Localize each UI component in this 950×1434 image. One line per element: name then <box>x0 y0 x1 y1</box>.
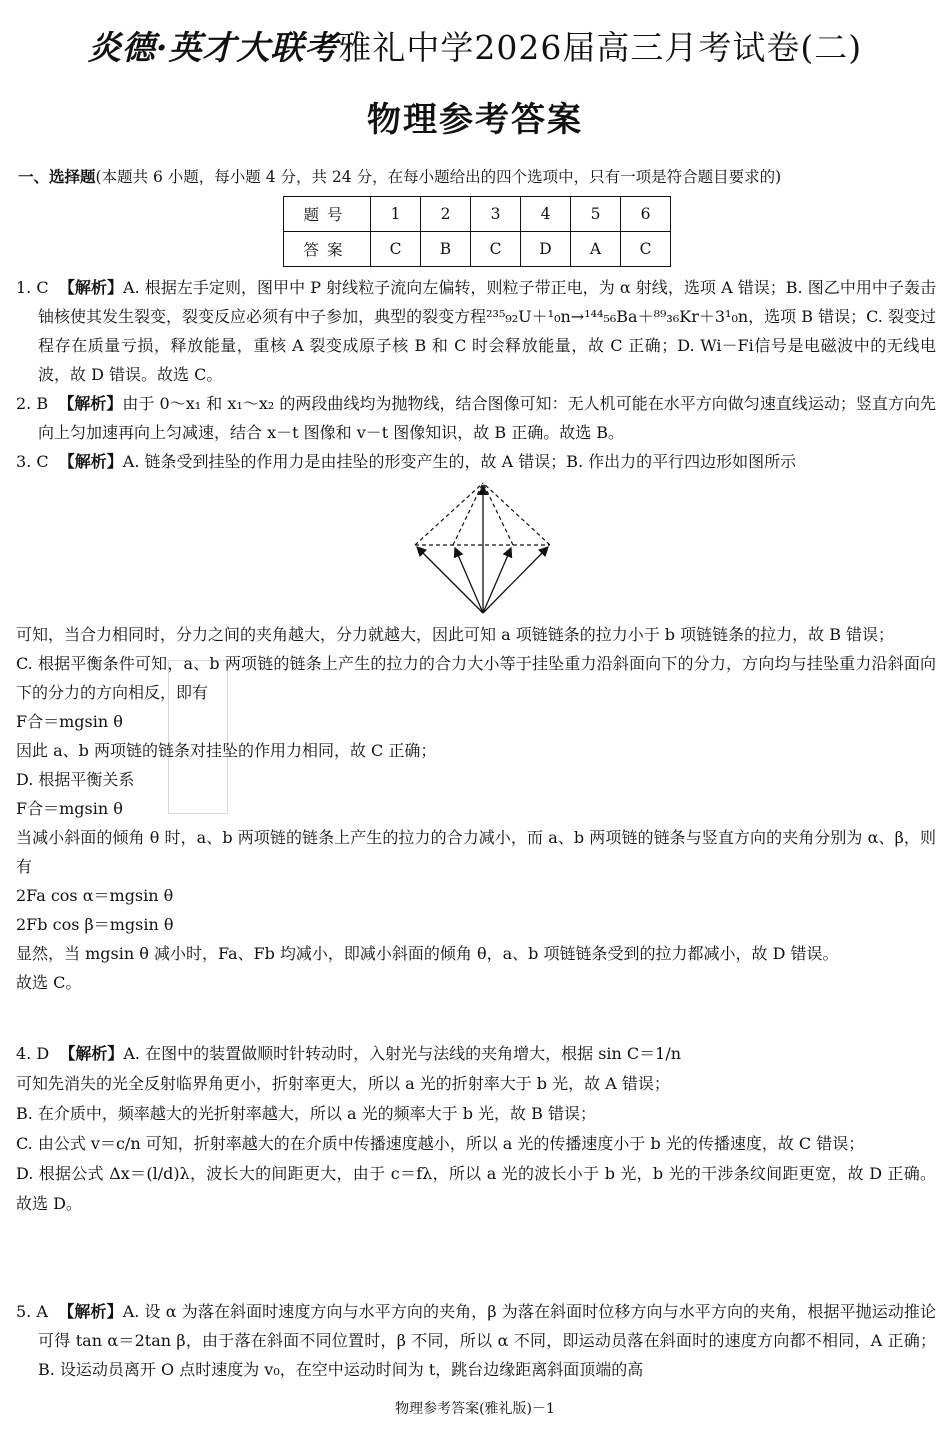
q5-text: A. 设 α 为落在斜面时速度方向与水平方向的夹角，β 为落在斜面时位移方向与水平方向的夹角，根据平抛运动推论可得 tan α＝2tan β，由于落在斜面不同位置时，β 不同，所以 α 不同，即运动员落在斜面时的速度方向都不相同，A 正确；B. 设运动员离开 O 点时速度为 v₀，在空中运动时间为 t，跳台边缘距离斜面顶端的高 <box>38 1302 936 1379</box>
solutions-block-2 <box>16 620 936 997</box>
q3-line: 显然，当 mgsin θ 减小时，Fa、Fb 均减小，即减小斜面的倾角 θ，a、b 项链链条受到的拉力都减小，故 D 错误。 <box>16 944 839 963</box>
q3-formula: F合＝mgsin θ <box>16 712 123 731</box>
force-arrows <box>417 486 548 613</box>
q4-line: D. 根据公式 Δx＝(l/d)λ，波长大的间距更大，由于 c＝fλ，所以 a 光的波长小于 b 光，b 光的干涉条纹间距更宽，故 D 正确。故选 D。 <box>16 1164 936 1213</box>
q1-tag: 【解析】 <box>58 278 124 297</box>
q1-equation: ²³⁵₉₂U＋¹₀n→¹⁴⁴₅₆Ba＋⁸⁹₃₆Kr＋3¹₀n <box>486 307 749 326</box>
q2-tag: 【解析】 <box>58 394 123 413</box>
q3-line: 可知，当合力相同时，分力之间的夹角越大，分力就越大，因此可知 a 项链链条的拉力小于 b 项链链条的拉力，故 B 错误； <box>16 625 895 644</box>
section-label: 一、选择题 <box>18 167 96 186</box>
exam-school: 雅礼中学2026届高三月考试卷(二) <box>338 28 863 67</box>
solutions-block-4 <box>16 1297 936 1384</box>
q3-tag: 【解析】 <box>58 452 123 471</box>
q3-number: 3. C <box>16 452 49 471</box>
q4-line: 可知先消失的光全反射临界角更小，折射率更大，所以 a 光的折射率大于 b 光，故 A 错误； <box>16 1074 670 1093</box>
table-cell: A <box>571 232 621 267</box>
table-cell: C <box>471 232 521 267</box>
q4-number: 4. D <box>16 1044 50 1063</box>
q3-line: 故选 C。 <box>16 973 82 992</box>
q3-formula: F合＝mgsin θ <box>16 799 123 818</box>
section-description: (本题共 6 小题，每小题 4 分，共 24 分，在每小题给出的四个选项中，只有一项是符合题目要求的) <box>95 168 782 186</box>
solution-q5 <box>16 1297 936 1384</box>
q5-number: 5. A <box>16 1302 48 1321</box>
q3-line: 因此 a、b 两项链的链条对挂坠的作用力相同，故 C 正确； <box>16 741 437 760</box>
table-row <box>284 232 671 267</box>
q3-line: C. 根据平衡条件可知，a、b 两项链的链条上产生的拉力的合力大小等于挂坠重力沿斜面向下的分力，方向均与挂坠重力沿斜面向下的分力的方向相反，即有 <box>16 654 936 702</box>
exam-title <box>0 22 950 69</box>
q4-line: B. 在介质中，频率越大的光折射率越大，所以 a 光的频率大于 b 光，故 B 错误； <box>16 1104 596 1123</box>
table-cell: C <box>371 232 421 267</box>
table-cell: 4 <box>521 197 571 232</box>
q2-number: 2. B <box>16 394 49 413</box>
q2-text: 由于 0～x₁ 和 x₁～x₂ 的两段曲线均为抛物线，结合图像可知：无人机可能在水平方向做匀速直线运动；竖直方向先向上匀加速再向上匀减速，结合 x－t 图像和 v－t 图像知识，故 B 正确。故选 B。 <box>38 394 936 442</box>
q3-formula: 2Fb cos β＝mgsin θ <box>16 915 174 934</box>
solution-q2 <box>16 389 936 447</box>
q3-line: D. 根据平衡关系 <box>16 770 135 789</box>
page-title: 物理参考答案 <box>367 100 583 140</box>
q4-line: C. 由公式 v＝c/n 可知，折射率越大的在介质中传播速度越小，所以 a 光的传播速度小于 b 光的传播速度，故 C 错误； <box>16 1134 865 1153</box>
section-heading <box>18 165 938 187</box>
page-footer: 物理参考答案(雅礼版)－1 <box>395 1401 555 1417</box>
table-cell: 1 <box>371 197 421 232</box>
answer-table <box>283 196 671 267</box>
table-cell: D <box>521 232 571 267</box>
q1-text-1: A. 根据左手定则，图甲中 P 射线粒子流向左偏转，则粒子带正电，为 α 射线，选项 A 错误；B. 图乙中用中子轰击铀核使其发生裂变，裂变反应必须有中子参加，典型的裂变方程 <box>38 278 937 326</box>
table-cell: 2 <box>421 197 471 232</box>
q4-line: A. 在图中的装置做顺时针转动时，入射光与法线的夹角增大，根据 sin C＝1/n <box>123 1044 682 1063</box>
table-row <box>284 197 671 232</box>
table-cell: C <box>621 232 671 267</box>
table-cell: 6 <box>621 197 671 232</box>
force-parallelogram-diagram <box>405 475 560 620</box>
table-header-cell: 题号 <box>284 197 371 232</box>
q4-tag: 【解析】 <box>59 1044 124 1063</box>
solutions-block-3 <box>16 1039 936 1219</box>
q3-intro: A. 链条受到挂坠的作用力是由挂坠的形变产生的，故 A 错误；B. 作出力的平行四边形如图所示 <box>122 452 797 471</box>
table-cell: B <box>421 232 471 267</box>
table-cell: 3 <box>471 197 521 232</box>
q3-line: 当减小斜面的倾角 θ 时，a、b 两项链的链条上产生的拉力的合力减小，而 a、b 两项链的链条与竖直方向的夹角分别为 α、β，则有 <box>16 828 936 876</box>
solution-q1 <box>16 273 936 389</box>
q1-text-2: ，选项 B 错误；C. 裂变过程存在质量亏损，释放能量，重核 A 裂变成原子核 B 和 C 时会释放能量，故 C 正确；D. Wi－Fi信号是电磁波中的无线电波，故 D 错误。故选 C。 <box>38 307 936 384</box>
solutions-block-1 <box>16 273 936 476</box>
q5-tag: 【解析】 <box>58 1302 123 1321</box>
table-cell: 5 <box>571 197 621 232</box>
q1-number: 1. C <box>16 278 49 297</box>
solution-q3-intro <box>16 447 936 476</box>
solution-q4 <box>16 1039 936 1069</box>
exam-brand: 炎德·英才大联考 <box>87 28 339 67</box>
q3-formula: 2Fa cos α＝mgsin θ <box>16 886 174 905</box>
table-header-cell: 答案 <box>284 232 371 267</box>
